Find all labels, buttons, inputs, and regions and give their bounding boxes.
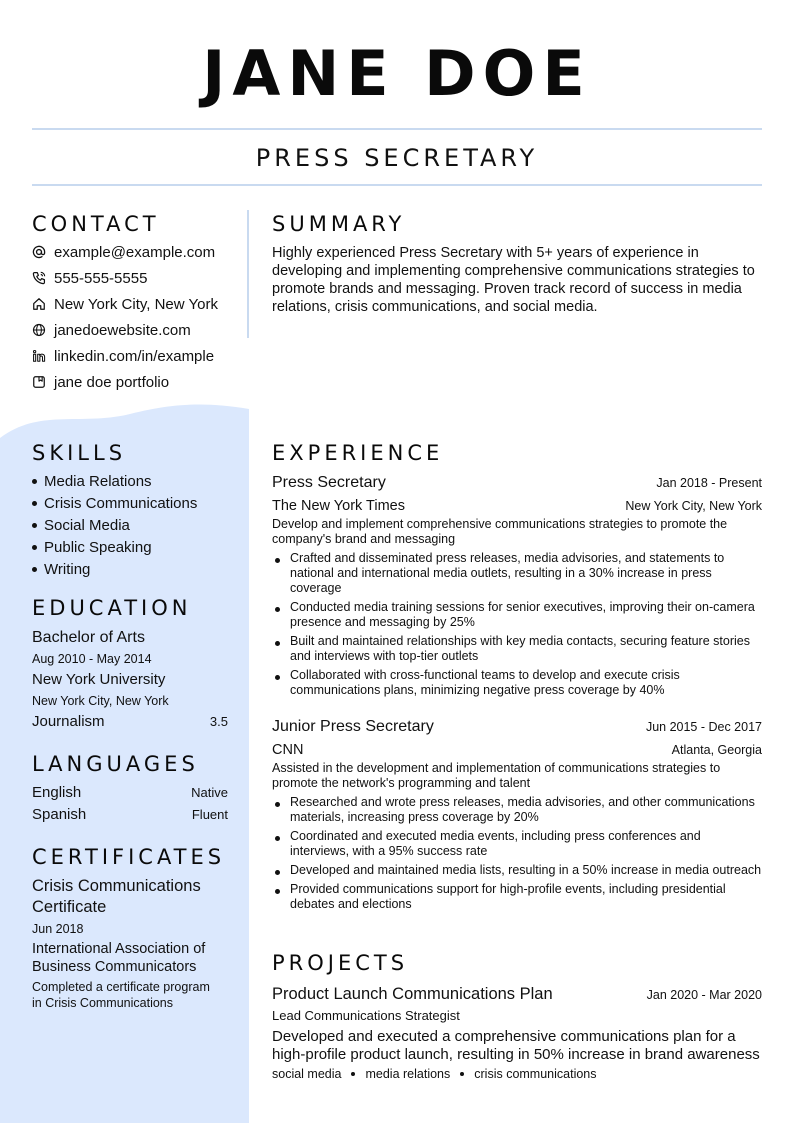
education-dates: Aug 2010 - May 2014 xyxy=(32,652,152,666)
job-bullet: Crafted and disseminated press releases, media advisories, and statements to national and international media outlets, resulting in a 30% increase in press coverage xyxy=(272,551,762,596)
education-heading: EDUCATION xyxy=(32,596,192,620)
contact-location xyxy=(32,291,228,317)
skill-label: Social Media xyxy=(44,516,130,534)
education-entry xyxy=(32,627,228,733)
separator-dot-icon xyxy=(351,1072,355,1076)
experience-heading: EXPERIENCE xyxy=(272,441,444,465)
project-header xyxy=(272,983,762,1005)
job-location: Atlanta, Georgia xyxy=(671,743,762,757)
contact-location-text: New York City, New York xyxy=(54,295,218,313)
experience-job xyxy=(272,716,762,912)
job-header xyxy=(272,472,762,494)
skill-label: Writing xyxy=(44,560,91,578)
job-company-row xyxy=(272,740,762,760)
skill-label: Media Relations xyxy=(44,472,152,490)
job-bullets xyxy=(272,795,762,912)
contact-email-text: example@example.com xyxy=(54,243,216,261)
project-tag: social media xyxy=(272,1067,342,1081)
skill-item xyxy=(32,558,228,580)
skill-label: Crisis Communications xyxy=(44,494,198,512)
project-tags xyxy=(272,1065,762,1083)
job-dates: Jun 2015 - Dec 2017 xyxy=(645,720,762,734)
skills-list xyxy=(32,470,228,580)
project-tag: media relations xyxy=(365,1067,451,1081)
separator-dot-icon xyxy=(460,1072,464,1076)
bullet-icon xyxy=(32,545,37,550)
job-bullet: Collaborated with cross-functional teams to develop and execute crisis communications plans, minimizing negative press coverage by 40% xyxy=(272,668,762,698)
contact-linkedin[interactable] xyxy=(32,343,228,369)
job-role: Junior Press Secretary xyxy=(272,718,434,735)
project-description: Developed and executed a comprehensive communications plan for a high-profile product launch, resulting in 50% increase in brand awareness xyxy=(272,1028,760,1063)
project-tag: crisis communications xyxy=(474,1067,597,1081)
at-icon xyxy=(32,245,46,259)
summary-text: Highly experienced Press Secretary with 5+ years of experience in developing and implementing comprehensive communications strategies to promote brands and messaging. Proven track record of success in media relations, crisis communications, and social media. xyxy=(272,245,755,315)
contact-heading: CONTACT xyxy=(32,212,160,236)
contact-phone-text: 555-555-5555 xyxy=(54,269,148,287)
job-bullets xyxy=(272,551,762,698)
certificate-org-line2: Business Communicators xyxy=(32,959,197,975)
education-field: Journalism xyxy=(32,713,105,730)
job-company: CNN xyxy=(272,742,304,758)
job-dates: Jan 2018 - Present xyxy=(656,476,762,490)
header-bottom-rule xyxy=(32,184,762,186)
certificate-name-line1: Crisis Communications xyxy=(32,877,201,895)
certificate-name-line2: Certificate xyxy=(32,898,107,916)
skill-item xyxy=(32,514,228,536)
phone-icon xyxy=(32,271,46,285)
job-location: New York City, New York xyxy=(625,499,762,513)
job-description: Develop and implement comprehensive communications strategies to promote the company's brand and messaging xyxy=(272,517,728,546)
job-bullet: Provided communications support for high-profile events, including presidential debates and elections xyxy=(272,882,762,912)
certificate-org-line1: International Association of xyxy=(32,941,206,957)
language-name: Spanish xyxy=(32,805,87,823)
job-description: Assisted in the development and implementation of communications strategies to promote the network's programming and talent xyxy=(272,761,721,790)
skill-item xyxy=(32,536,228,558)
bullet-icon xyxy=(32,567,37,572)
education-location: New York City, New York xyxy=(32,694,169,708)
projects-heading: PROJECTS xyxy=(272,951,409,975)
bullet-icon xyxy=(32,523,37,528)
job-bullet: Researched and wrote press releases, media advisories, and other communications materials, increasing press coverage by 20% xyxy=(272,795,762,825)
language-level: Fluent xyxy=(191,806,228,822)
skill-item xyxy=(32,492,228,514)
job-bullet: Coordinated and executed media events, including press conferences and interviews, with a 95% success rate xyxy=(272,829,762,859)
education-gpa: 3.5 xyxy=(209,714,228,729)
job-bullet: Developed and maintained media lists, resulting in a 50% increase in media outreach xyxy=(272,863,762,878)
education-field-row xyxy=(32,711,228,733)
bullet-icon xyxy=(32,501,37,506)
project-title: Product Launch Communications Plan xyxy=(272,985,553,1003)
skill-item xyxy=(32,470,228,492)
certificate-desc-line1: Completed a certificate program xyxy=(32,980,210,994)
job-company: The New York Times xyxy=(272,498,405,514)
job-bullet: Conducted media training sessions for senior executives, improving their on-camera presence and messaging by 25% xyxy=(272,600,762,630)
education-school: New York University xyxy=(32,671,166,688)
contact-phone[interactable] xyxy=(32,265,228,291)
skills-heading: SKILLS xyxy=(32,441,127,465)
languages-list xyxy=(32,781,228,825)
contact-portfolio-text: jane doe portfolio xyxy=(54,373,170,391)
globe-icon xyxy=(32,323,46,337)
project-role: Lead Communications Strategist xyxy=(272,1008,460,1023)
contact-email[interactable] xyxy=(32,239,228,265)
job-bullet: Built and maintained relationships with key media contacts, securing feature stories and interviews with top-tier outlets xyxy=(272,634,762,664)
certificates-heading: CERTIFICATES xyxy=(32,845,226,869)
experience-job xyxy=(272,472,762,698)
skill-label: Public Speaking xyxy=(44,538,152,556)
summary-heading: SUMMARY xyxy=(272,212,406,236)
contact-website[interactable] xyxy=(32,317,228,343)
languages-heading: LANGUAGES xyxy=(32,752,199,776)
portfolio-icon xyxy=(32,375,46,389)
language-item xyxy=(32,781,228,803)
job-role: Press Secretary xyxy=(272,474,386,491)
language-item xyxy=(32,803,228,825)
column-divider xyxy=(247,210,249,338)
candidate-name: JANE DOE xyxy=(202,37,592,110)
project-entry xyxy=(272,983,762,1083)
job-header xyxy=(272,716,762,738)
certificate-entry xyxy=(32,876,232,1011)
job-company-row xyxy=(272,496,762,516)
contact-portfolio[interactable] xyxy=(32,369,228,395)
language-name: English xyxy=(32,783,82,801)
certificate-date: Jun 2018 xyxy=(32,922,84,936)
bullet-icon xyxy=(32,479,37,484)
linkedin-icon xyxy=(32,349,46,363)
contact-list xyxy=(32,239,228,395)
project-dates: Jan 2020 - Mar 2020 xyxy=(646,988,762,1002)
education-degree: Bachelor of Arts xyxy=(32,629,145,646)
language-level: Native xyxy=(191,784,228,800)
contact-linkedin-text: linkedin.com/in/example xyxy=(54,347,215,365)
header-top-rule xyxy=(32,128,762,130)
job-title: PRESS SECRETARY xyxy=(255,144,539,172)
contact-website-text: janedoewebsite.com xyxy=(54,321,191,339)
home-icon xyxy=(32,297,46,311)
certificate-desc-line2: in Crisis Communications xyxy=(32,996,174,1010)
